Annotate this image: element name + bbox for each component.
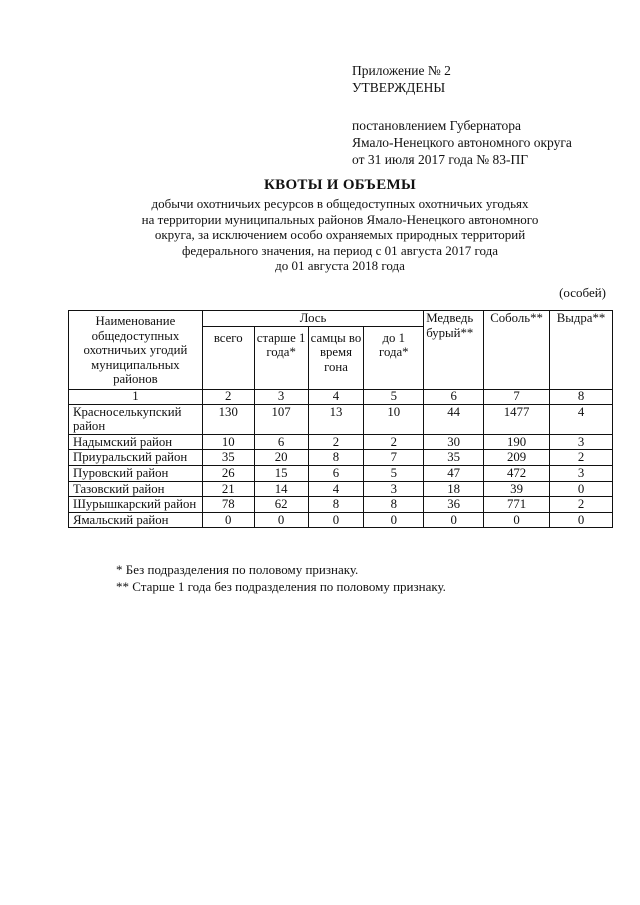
table-cell: 15 — [254, 465, 308, 481]
table-cell: 0 — [550, 512, 613, 528]
table-cell: 190 — [484, 434, 550, 450]
table-cell: 14 — [254, 481, 308, 497]
col-header-elk-total: всего — [202, 326, 254, 389]
subtitle-line: до 01 августа 2018 года — [275, 258, 405, 274]
table-cell: 62 — [254, 497, 308, 513]
quota-table — [68, 310, 613, 528]
table-cell: 2 — [550, 497, 613, 513]
subtitle-line: на территории муниципальных районов Ямало-Ненецкого автономного — [141, 211, 539, 227]
approval-line: Ямало-Ненецкого автономного округа — [352, 135, 572, 150]
document-title: КВОТЫ И ОБЪЕМЫ — [263, 177, 417, 193]
table-cell: 78 — [202, 497, 254, 513]
col-header-sable: Соболь** — [484, 311, 550, 390]
table-cell: 1477 — [484, 404, 550, 434]
district-name: Тазовский район — [69, 481, 203, 497]
col-header-elk-males: самцы во время гона — [308, 326, 364, 389]
column-number: 4 — [308, 389, 364, 404]
table-cell: 35 — [202, 450, 254, 466]
table-cell: 3 — [550, 465, 613, 481]
table-cell: 5 — [364, 465, 424, 481]
table-cell: 21 — [202, 481, 254, 497]
district-name: Приуральский район — [69, 450, 203, 466]
table-cell: 13 — [308, 404, 364, 434]
district-name: Красноселькупский район — [69, 404, 203, 434]
title-block — [70, 176, 610, 274]
table-cell: 0 — [484, 512, 550, 528]
table-row — [69, 434, 613, 450]
column-number: 7 — [484, 389, 550, 404]
footnote: * Без подразделения по половому признаку. — [116, 562, 359, 577]
table-cell: 39 — [484, 481, 550, 497]
table-cell: 47 — [424, 465, 484, 481]
approval-line: постановлением Губернатора — [352, 118, 521, 133]
table-row — [69, 497, 613, 513]
table-cell: 2 — [364, 434, 424, 450]
table-cell: 0 — [202, 512, 254, 528]
table-cell: 10 — [364, 404, 424, 434]
table-row — [69, 512, 613, 528]
column-number: 6 — [424, 389, 484, 404]
table-cell: 18 — [424, 481, 484, 497]
district-name: Надымский район — [69, 434, 203, 450]
table-cell: 6 — [308, 465, 364, 481]
document-subtitle — [70, 196, 610, 274]
column-number-row — [69, 389, 613, 404]
table-cell: 30 — [424, 434, 484, 450]
approved-label: УТВЕРЖДЕНЫ — [352, 80, 446, 95]
table-cell: 4 — [308, 481, 364, 497]
table-cell: 0 — [550, 481, 613, 497]
table-cell: 8 — [364, 497, 424, 513]
table-row — [69, 481, 613, 497]
col-header-elk-adult: старше 1 года* — [254, 326, 308, 389]
table-cell: 6 — [254, 434, 308, 450]
table-row — [69, 465, 613, 481]
column-number: 8 — [550, 389, 613, 404]
col-header-bear: Медведь бурый** — [424, 311, 484, 390]
column-number: 3 — [254, 389, 308, 404]
footnotes — [116, 561, 446, 595]
table-row — [69, 404, 613, 434]
column-number: 5 — [364, 389, 424, 404]
table-cell: 0 — [424, 512, 484, 528]
col-header-otter: Выдра** — [550, 311, 613, 390]
col-header-elk: Лось — [202, 311, 423, 327]
table-cell: 0 — [308, 512, 364, 528]
table-cell: 36 — [424, 497, 484, 513]
table-cell: 35 — [424, 450, 484, 466]
column-number: 2 — [202, 389, 254, 404]
table-cell: 44 — [424, 404, 484, 434]
district-name: Пуровский район — [69, 465, 203, 481]
table-cell: 8 — [308, 497, 364, 513]
units-label: (особей) — [559, 285, 606, 300]
table-cell: 209 — [484, 450, 550, 466]
subtitle-line: федерального значения, на период с 01 августа 2017 года — [181, 242, 499, 258]
subtitle-line: добычи охотничьих ресурсов в общедоступных охотничьих угодьях — [151, 196, 529, 211]
col-header-elk-young: до 1 года* — [364, 326, 424, 389]
table-cell: 0 — [364, 512, 424, 528]
table-cell: 0 — [254, 512, 308, 528]
approval-line: от 31 июля 2017 года № 83-ПГ — [352, 152, 528, 167]
header-row — [69, 311, 613, 327]
annex-number: Приложение № 2 — [352, 63, 451, 78]
table-cell: 4 — [550, 404, 613, 434]
table-cell: 130 — [202, 404, 254, 434]
col-header-name: Наименование общедоступных охотничьих угодий муниципальных районов — [69, 311, 203, 390]
table-cell: 2 — [308, 434, 364, 450]
subtitle-line: округа, за исключением особо охраняемых природных территорий — [154, 227, 526, 243]
table-cell: 3 — [364, 481, 424, 497]
column-number: 1 — [69, 389, 203, 404]
table-cell: 107 — [254, 404, 308, 434]
table-cell: 472 — [484, 465, 550, 481]
table-cell: 8 — [308, 450, 364, 466]
district-name: Шурышкарский район — [69, 497, 203, 513]
table-cell: 3 — [550, 434, 613, 450]
approval-block — [352, 62, 572, 168]
table-cell: 2 — [550, 450, 613, 466]
table-cell: 7 — [364, 450, 424, 466]
table-cell: 26 — [202, 465, 254, 481]
footnote: ** Старше 1 года без подразделения по половому признаку. — [116, 579, 446, 594]
table-cell: 771 — [484, 497, 550, 513]
table-cell: 10 — [202, 434, 254, 450]
table-row — [69, 450, 613, 466]
district-name: Ямальский район — [69, 512, 203, 528]
table-cell: 20 — [254, 450, 308, 466]
